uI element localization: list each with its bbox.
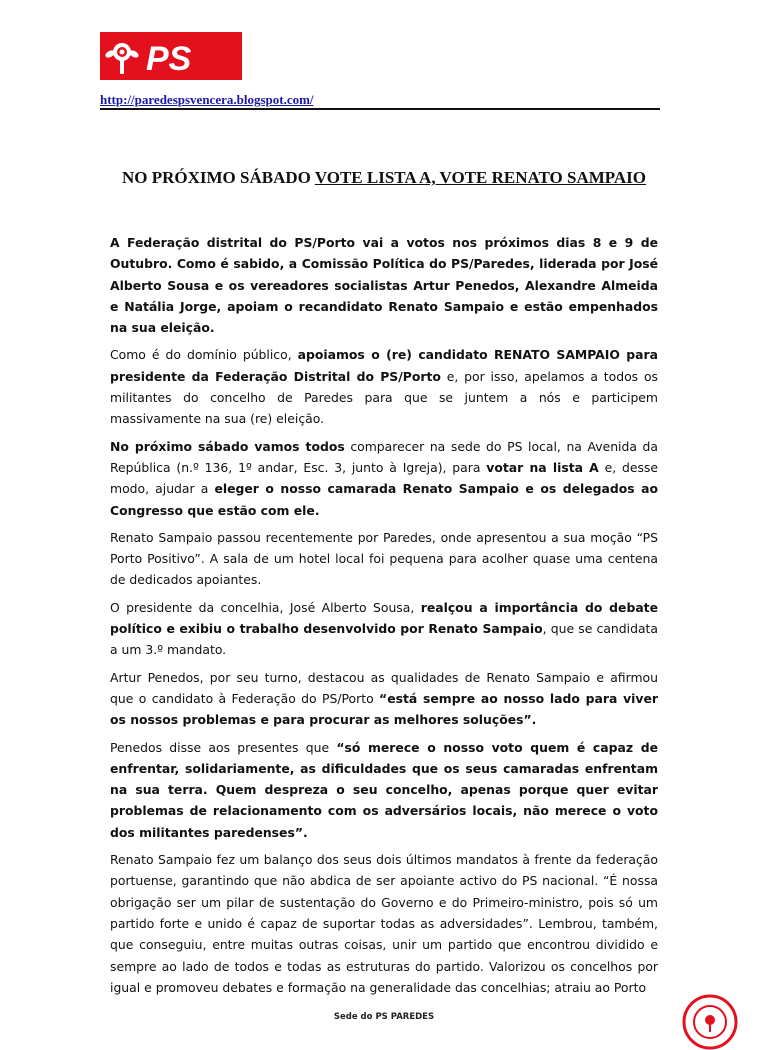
ps-logo [100,32,242,80]
bold-text: eleger o nosso camarada Renato Sampaio e os delegados ao Congresso que estão com ele. [110,481,658,518]
paragraph [110,849,658,998]
text-run: e, por isso, apelamos a todos os militantes do concelho de Paredes para que se juntem a nós e participem massivamente na sua (re) eleição. [110,368,658,427]
paragraph [110,667,658,731]
title-part-1: NO PRÓXIMO SÁBADO [121,168,315,187]
paragraph [110,344,658,429]
text-run: Renato Sampaio fez um balanço dos seus dois últimos mandatos à frente da federação portuense, garantindo que não abdica de ser apoiante activo do PS nacional. “É nossa obrigação ser um pilar de sustentação do Governo e do Primeiro-ministro, pois só um partido forte e unido é capaz de suportar todas as adversidades”. Lembrou, também, que conseguiu, entre muitas outras coisas, unir um partido que encontrou dividido e sempre ao lado de todos e todas as estruturas do partido. Valorizou os concelhos por igual e promoveu debates e formação na generalidade das concelhias; atraiu ao Porto [110,852,658,995]
text-run: O presidente da concelhia, José Alberto Sousa, [110,599,421,615]
paragraph [110,597,658,661]
bold-text: A Federação distrital do PS/Porto vai a votos nos próximos dias 8 e 9 de Outubro. Como é sabido, a Comissão Política do PS/Paredes, liderada por José Alberto Sousa e os vereadores socialistas Artur Penedos, Alexandre Almeida e Natália Jorge, apoiam o recandidato Renato Sampaio e estão empenhados na sua eleição. [110,235,658,336]
text-run: Artur Penedos, por seu turno, destacou as qualidades de Renato Sampaio e afirmou que o candidato à Federação do PS/Porto [110,669,658,706]
ps-seal-icon [682,994,738,1050]
blog-link[interactable]: http://paredespsvencera.blogspot.com/ [100,92,314,107]
bold-text: “só merece o nosso voto quem é capaz de enfrentar, solidariamente, as dificuldades que os seus camaradas enfrentam na sua terra. Quem despreza o seu concelho, apenas porque quer evitar problemas de relacionamento com os adversários locais, não merece o voto dos militantes paredenses”. [110,739,658,840]
text-run: comparecer na sede do PS local, na Avenida da República (n.º 136, 1º andar, Esc. 3, junto à Igreja), para [110,438,659,475]
logo-text: PS [146,40,192,78]
text-run: , que se candidata a um 3.º mandato. [110,621,658,658]
header-divider [100,108,660,110]
bold-text: votar na lista A [486,459,599,475]
document-title [110,168,658,188]
bold-text: “está sempre ao nosso lado para viver os nossos problemas e para procurar as melhores soluções”. [110,690,658,728]
paragraph [110,527,658,591]
bold-text: apoiamos o (re) candidato RENATO SAMPAIO para presidente da Federação Distrital do PS/Porto [110,347,659,384]
article-body [110,232,658,1004]
text-run: Penedos disse aos presentes que [110,739,337,755]
paragraph [110,436,658,521]
text-run: e, desse modo, ajudar a [110,459,658,497]
paragraph [110,232,658,338]
bold-text: realçou a importância do debate político e exibiu o trabalho desenvolvido por Renato Sampaio [110,599,659,637]
paragraph [110,737,658,843]
text-run: Renato Sampaio passou recentemente por Paredes, onde apresentou a sua moção “PS Porto Positivo”. A sala de um hotel local foi pequena para acolher quase uma centena de dedicados apoiantes. [110,529,658,588]
footer-text: Sede do PS PAREDES [333,1012,435,1022]
text-run: Como é do domínio público, [110,347,298,363]
bold-text: No próximo sábado vamos todos [110,438,345,454]
title-part-2: VOTE LISTA A, VOTE RENATO SAMPAIO [314,168,647,187]
